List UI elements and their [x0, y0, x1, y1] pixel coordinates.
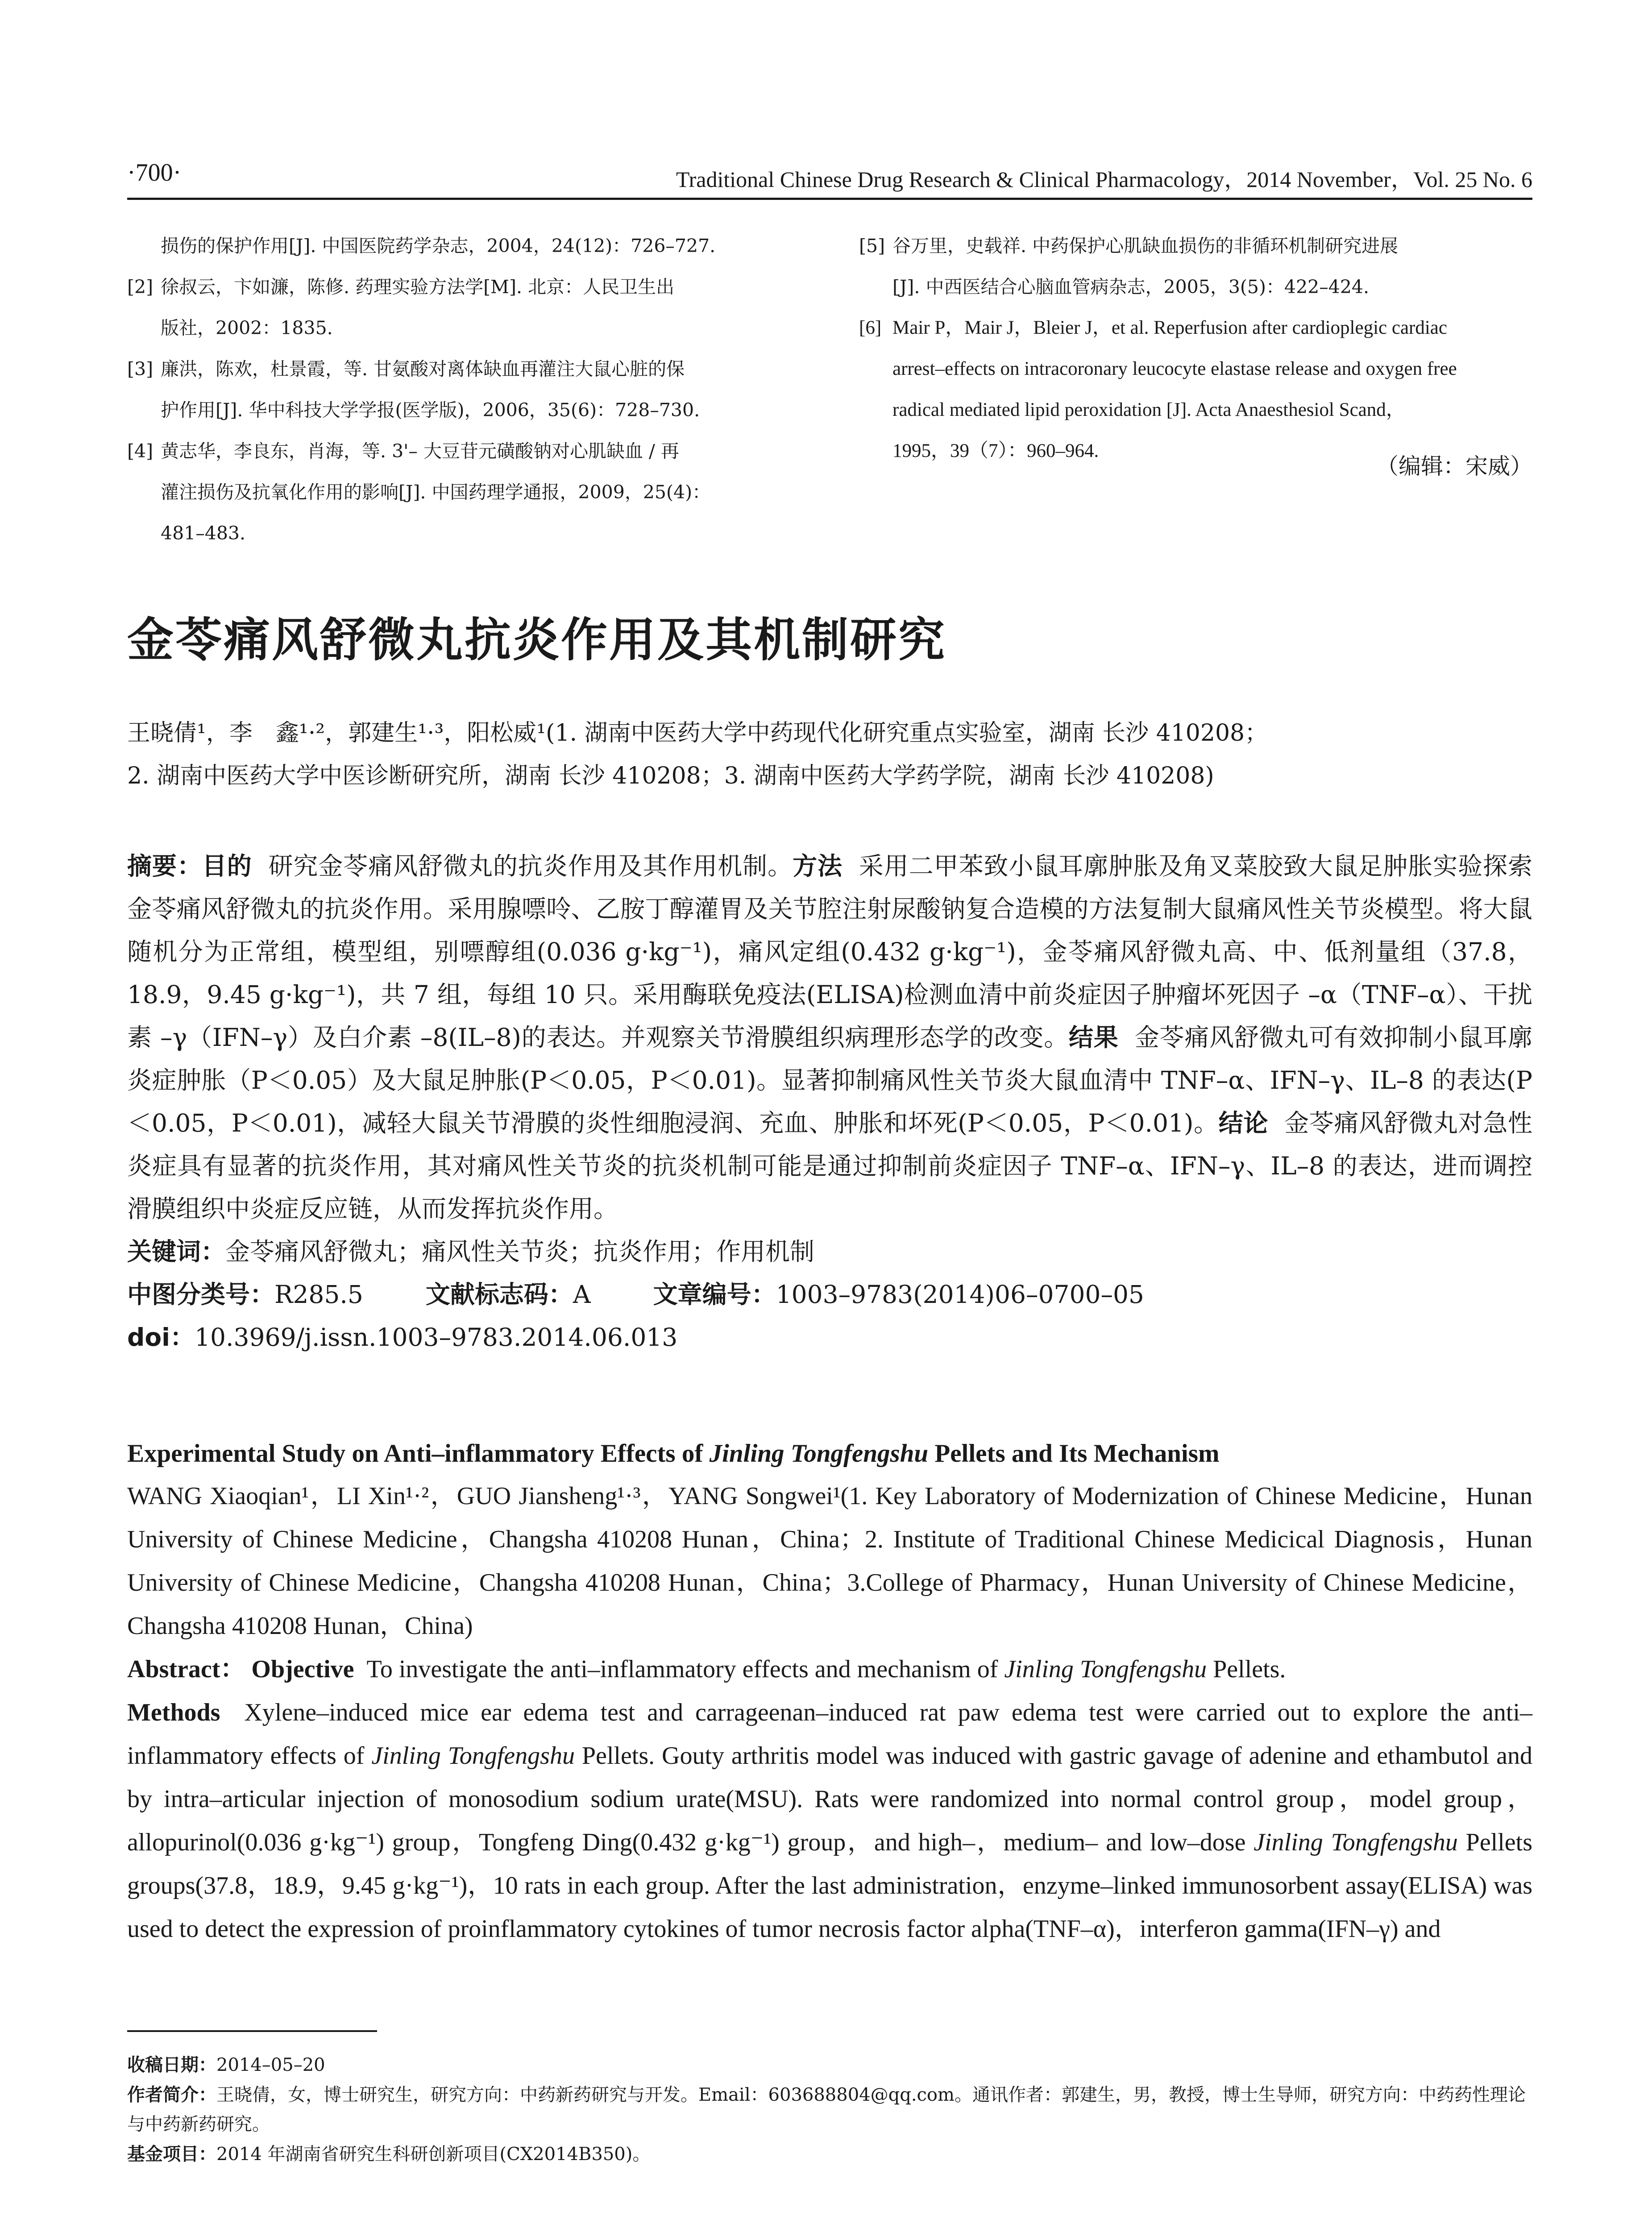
objective-label: 目的	[202, 852, 252, 880]
reference-line: [4] 黄志华，李良东，肖海，等. 3'– 大豆苷元磺酸钠对心肌缺血 / 再	[127, 440, 679, 462]
article-title-en: Experimental Study on Anti–inflammatory Effects of Jinling Tongfengshu Pellets and Its Mechanism	[127, 1439, 1220, 1468]
editor-note: （编辑：宋威）	[1376, 453, 1532, 479]
reference-line: 灌注损伤及抗氧化作用的影响[J]. 中国药理学通报，2009，25(4)：	[161, 481, 711, 503]
reference-line: 481–483.	[161, 523, 246, 544]
footnote-fund: 基金项目：2014 年湖南省研究生科研创新项目(CX2014B350)。	[127, 2144, 651, 2165]
footnote-author: 作者简介：王晓倩，女，博士研究生，研究方向：中药新药研究与开发。Email：603688804@qq.com。通讯作者：郭建生，男，教授，博士生导师，研究方向：中药药性理论与中药新药研究。	[127, 2085, 1526, 2135]
methods-text: 采用二甲苯致小鼠耳廓肿胀及角叉菜胶致大鼠足肿胀实验探索金苓痛风舒微丸的抗炎作用。采用腺嘌呤、乙胺丁醇灌胃及关节腔注射尿酸钠复合造模的方法复制大鼠痛风性关节炎模型。将大鼠随机分为正常组，模型组，别嘌醇组(0.036 g·kg⁻¹)，痛风定组(0.432 g·kg⁻¹)，金苓痛风舒微丸高、中、低剂量组（37.8，18.9，9.45 g·kg⁻¹)，共 7 组，每组 10 只。采用酶联免疫法(ELISA)检测血清中前炎症因子肿瘤坏死因子 –α（TNF–α）、干扰素 –γ（IFN–γ）及白介素 –8(IL–8)的表达。并观察关节滑膜组织病理形态学的改变。	[127, 852, 1532, 1052]
abstract-en-label: Abstract：	[127, 1655, 245, 1683]
reference-line: 损伤的保护作用[J]. 中国医院药学杂志，2004，24(12)：726–727.	[161, 235, 716, 257]
reference-line: [5] 谷万里，史载祥. 中药保护心肌缺血损伤的非循环机制研究进展	[859, 235, 1399, 257]
abstract-en: Abstract： Objective To investigate the anti–inflammatory effects and mechanism of Jinling Tongfengshu Pellets. Methods Xylene–induced mice ear edema test and carrageenan–induced rat paw edema test were carried out to explore the anti–inflammatory effects of Jinling Tongfengshu Pellets. Gouty arthritis model was induced with gastric gavage of adenine and ethambutol and by intra–articular injection of monosodium sodium urate(MSU). Rats were randomized into normal control group，model group，allopurinol(0.036 g·kg⁻¹) group，Tongfeng Ding(0.432 g·kg⁻¹) group，and high–，medium– and low–dose Jinling Tongfengshu Pellets groups(37.8，18.9，9.45 g·kg⁻¹)，10 rats in each group. After the last administration，enzyme–linked immunosorbent assay(ELISA) was used to detect the expression of proinflammatory cytokines of tumor necrosis factor alpha(TNF–α)，interferon gamma(IFN–γ) and	[127, 1655, 1533, 1943]
references-right-column	[859, 225, 1532, 472]
authors-en: WANG Xiaoqian¹，LI Xin¹·²，GUO Jiansheng¹·³，YANG Songwei¹(1. Key Laboratory of Modernization of Chinese Medicine，Hunan University of Chinese Medicine，Changsha 410208 Hunan，China；2. Institute of Traditional Chinese Medicical Diagnosis，Hunan University of Chinese Medicine，Changsha 410208 Hunan，China；3.College of Pharmacy，Hunan University of Chinese Medicine，Changsha 410208 Hunan，China)	[127, 1482, 1532, 1640]
results-text: 金苓痛风舒微丸可有效抑制小鼠耳廓炎症肿胀（P＜0.05）及大鼠足肿胀(P＜0.05，P＜0.01)。显著抑制痛风性关节炎大鼠血清中 TNF–α、IFN–γ、IL–8 的表达(P＜0.05，P＜0.01)，减轻大鼠关节滑膜的炎性细胞浸润、充血、肿胀和坏死(P＜0.05，P＜0.01)。	[127, 1023, 1532, 1137]
reference-line: [6] Mair P，Mair J，Bleier J，et al. Reperfusion after cardioplegic cardiac	[859, 317, 1447, 338]
conclusion-label: 结论	[1218, 1109, 1268, 1137]
reference-line: 版社，2002：1835.	[161, 317, 333, 339]
classification-line: 中图分类号：R285.5 文献标志码：A 文章编号：1003–9783(2014)06–0700–05	[127, 1280, 1144, 1309]
reference-line: 护作用[J]. 华中科技大学学报(医学版)，2006，35(6)：728–730.	[161, 399, 700, 421]
header-rule	[127, 198, 1532, 200]
results-label: 结果	[1068, 1023, 1119, 1052]
objective-text: 研究金苓痛风舒微丸的抗炎作用及其作用机制。	[268, 852, 793, 880]
footnote-rule	[127, 2030, 377, 2032]
reference-line: [2] 徐叔云，卞如濂，陈修. 药理实验方法学[M]. 北京：人民卫生出	[127, 276, 675, 298]
reference-line: radical mediated lipid peroxidation [J]. Acta Anaesthesiol Scand，	[892, 399, 1405, 420]
authors-zh	[127, 712, 1532, 797]
abstract-zh	[127, 845, 1532, 1359]
objective-en-label: Objective	[251, 1655, 354, 1683]
keywords: 关键词：金苓痛风舒微丸；痛风性关节炎；抗炎作用；作用机制	[127, 1237, 815, 1266]
page-number: ·700·	[127, 159, 182, 187]
methods-label: 方法	[793, 852, 843, 880]
reference-line: [J]. 中西医结合心脑血管病杂志，2005，3(5)：422–424.	[892, 276, 1370, 298]
methods-en-label: Methods	[127, 1699, 220, 1726]
footnote-received: 收稿日期：2014–05–20	[127, 2055, 325, 2075]
doi-line: doi：10.3969/j.issn.1003–9783.2014.06.013	[127, 1323, 678, 1352]
abstract-label: 摘要：	[127, 852, 202, 880]
article-title-zh: 金苓痛风舒微丸抗炎作用及其机制研究	[127, 613, 947, 667]
journal-header: Traditional Chinese Drug Research & Clinical Pharmacology，2014 November，Vol. 25 No. 6	[676, 167, 1532, 192]
conclusion-text: 金苓痛风舒微丸对急性炎症具有显著的抗炎作用，其对痛风性关节炎的抗炎机制可能是通过抑制前炎症因子 TNF–α、IFN–γ、IL–8 的表达，进而调控滑膜组织中炎症反应链，从而发挥抗炎作用。	[127, 1109, 1532, 1223]
authors-zh-line: 2. 湖南中医药大学中医诊断研究所，湖南 长沙 410208；3. 湖南中医药大学药学院，湖南 长沙 410208)	[127, 763, 1214, 789]
authors-zh-line: 王晓倩¹，李 鑫¹·²，郭建生¹·³，阳松威¹(1. 湖南中医药大学中药现代化研究重点实验室，湖南 长沙 410208；	[127, 720, 1268, 746]
reference-line: 1995，39（7）：960–964.	[892, 440, 1099, 461]
reference-line: [3] 廉洪，陈欢，杜景霞，等. 甘氨酸对离体缺血再灌注大鼠心脏的保	[127, 358, 685, 380]
reference-line: arrest–effects on intracoronary leucocyte elastase release and oxygen free	[892, 358, 1457, 379]
references-left-column	[127, 225, 810, 554]
